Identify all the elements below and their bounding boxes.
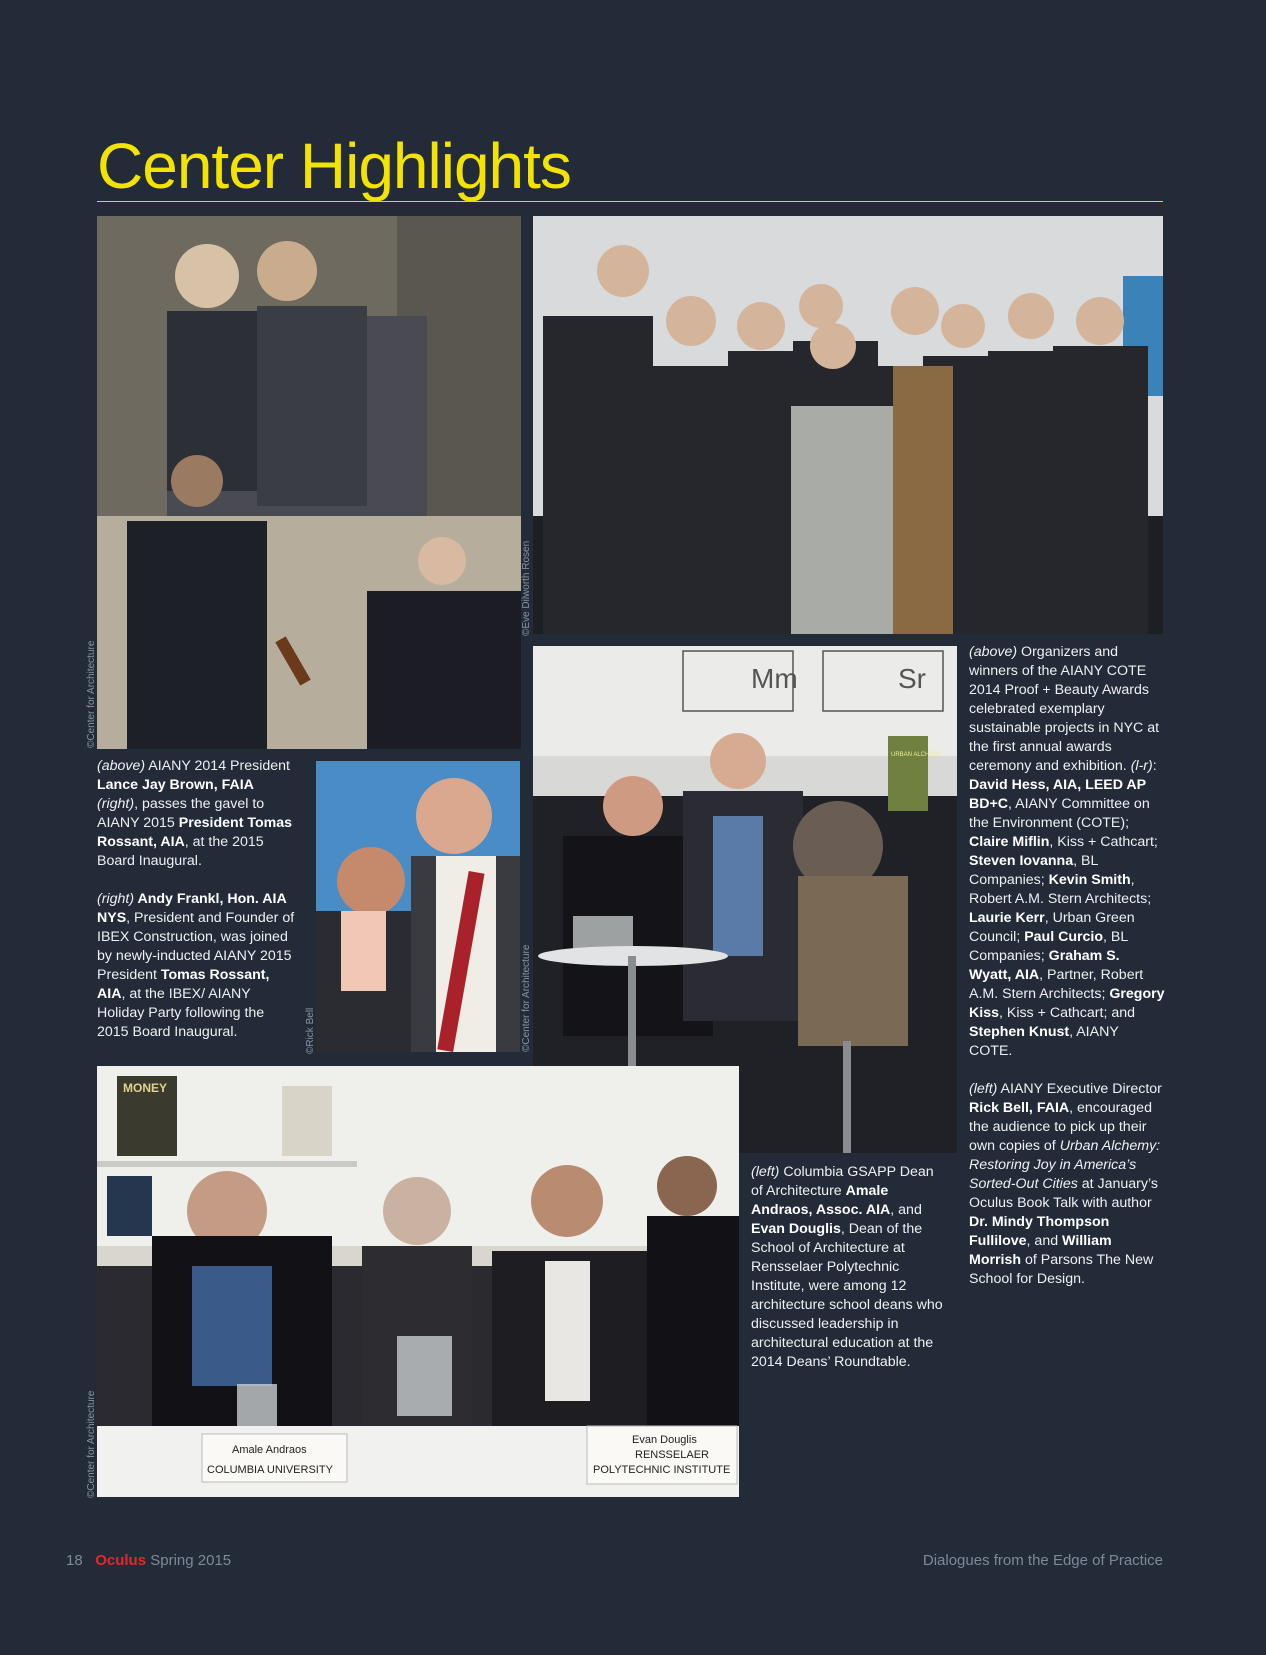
footer-tagline: Dialogues from the Edge of Practice	[922, 1552, 1163, 1569]
title-rule	[97, 201, 1163, 202]
photo-deans-roundtable	[97, 1066, 739, 1497]
caption-deans-name-2: Evan Douglis	[751, 1221, 841, 1237]
caption-gavel-lead-2: (right)	[97, 796, 135, 812]
placard-left-school: COLUMBIA UNIVERSITY	[207, 1464, 333, 1476]
book-cover-title: URBAN ALCHEMY	[891, 752, 943, 758]
board-letters-mm: Mm	[751, 663, 798, 694]
caption-cote-text-10: , Kiss + Cathcart; and	[998, 1005, 1135, 1021]
caption-cote-text-3: , AIANY Committee on the Environment (COTE);	[969, 796, 1150, 831]
board-letters-sr: Sr	[898, 663, 926, 694]
caption-frankl-text-1: , President and Founder of IBEX Construction, was joined by newly-inducted AIANY 2015 President	[97, 910, 295, 983]
caption-cote-name-7: Graham S. Wyatt, AIA	[969, 948, 1120, 983]
publication-name: Oculus	[95, 1552, 147, 1569]
caption-cote-text-5: , BL Companies;	[969, 853, 1098, 888]
caption-frankl-name-1: Andy Frankl, Hon. AIA NYS	[97, 891, 287, 926]
page-title: Center Highlights	[97, 130, 571, 202]
caption-gavel-text-3: , at the 2015 Board Inaugural.	[97, 834, 264, 869]
caption-cote-name-9: Stephen Knust	[969, 1024, 1070, 1040]
caption-deans-name-1: Amale Andraos, Assoc. AIA	[751, 1183, 891, 1218]
caption-gavel	[97, 757, 297, 1061]
caption-cote-text-9: , Partner, Robert A.M. Stern Architects;	[969, 967, 1144, 1002]
caption-cote-name-6: Paul Curcio	[1024, 929, 1104, 945]
caption-bell-name-2: Dr. Mindy Thompson Fullilove	[969, 1214, 1110, 1249]
caption-gavel-name-1: Lance Jay Brown, FAIA	[97, 777, 254, 793]
caption-bell-text-3: at January’s Oculus Book Talk with author	[969, 1176, 1158, 1211]
caption-frankl-text-2: , at the IBEX/ AIANY Holiday Party following the 2015 Board Inaugural.	[97, 986, 265, 1040]
caption-cote-lead: (above)	[969, 644, 1018, 660]
page-number: 18	[66, 1552, 83, 1569]
photo-credit-gavel: ©Center for Architecture	[86, 640, 97, 748]
placard-right-school-1: RENSSELAER	[635, 1449, 709, 1461]
photo-cote-group	[533, 216, 1163, 634]
caption-cote-name-1: David Hess, AIA, LEED AP BD+C	[969, 777, 1146, 812]
caption-deans	[751, 1163, 947, 1391]
issue-label: Spring 2015	[150, 1552, 232, 1569]
caption-cote-text-4: , Kiss + Cathcart;	[1049, 834, 1158, 850]
caption-deans-text-3: , Dean of the School of Architecture at Rensselaer Polytechnic Institute, were among 12 architecture school deans who discussed leadership in architectural education at the 2014 Deans’ Roundtable.	[751, 1221, 943, 1370]
caption-frankl-lead: (right)	[97, 891, 135, 907]
placard-right-name: Evan Douglis	[632, 1434, 697, 1446]
caption-bell-name-3: William Morrish	[969, 1233, 1112, 1268]
photo-credit-group: ©Eve Dilworth Rosen	[521, 540, 532, 636]
caption-cote-text-8: , BL Companies;	[969, 929, 1128, 964]
caption-bell-text-5: of Parsons The New School for Design.	[969, 1252, 1154, 1287]
photo-credit-deans: ©Center for Architecture	[86, 1390, 97, 1498]
caption-bell-text-1: AIANY Executive Director	[997, 1081, 1162, 1097]
caption-bell-text-4: , and	[1026, 1233, 1063, 1249]
caption-cote-and-bell	[969, 643, 1165, 1308]
caption-gavel-lead: (above)	[97, 758, 146, 774]
caption-cote-name-3: Steven Iovanna	[969, 853, 1074, 869]
caption-gavel-name-2: President Tomas Rossant, AIA	[97, 815, 293, 850]
caption-cote-name-8: Gregory Kiss	[969, 986, 1165, 1021]
caption-cote-text-11: , AIANY COTE.	[969, 1024, 1119, 1059]
caption-deans-text-1: Columbia GSAPP Dean of Architecture	[751, 1164, 934, 1199]
caption-bell-name-1: Rick Bell, FAIA	[969, 1100, 1070, 1116]
photo-credit-panel: ©Center for Architecture	[521, 944, 532, 1052]
photo-gavel-handoff	[97, 216, 521, 749]
caption-cote-name-4: Kevin Smith	[1048, 872, 1131, 888]
caption-cote-name-2: Claire Miflin	[969, 834, 1050, 850]
caption-cote-text-2: :	[1152, 758, 1157, 774]
photo-frankl-rossant	[316, 761, 520, 1052]
photo-credit-frankl: ©Rick Bell	[305, 1007, 316, 1054]
caption-cote-lead-2: (l-r)	[1130, 758, 1153, 774]
caption-bell-lead: (left)	[969, 1081, 998, 1097]
caption-cote-name-5: Laurie Kerr	[969, 910, 1045, 926]
caption-cote-text-1: Organizers and winners of the AIANY COTE 2014 Proof + Beauty Awards celebrated exemplary sustainable projects in NYC at the first annual awards ceremony and exhibition.	[969, 644, 1160, 774]
caption-bell-book-title: Urban Alchemy: Restoring Joy in America’s Sorted-Out Cities	[969, 1138, 1161, 1192]
caption-gavel-text-2: , passes the gavel to AIANY 2015	[97, 796, 265, 831]
placard-left-name: Amale Andraos	[232, 1444, 307, 1456]
shelf-book-title: MONEY	[123, 1081, 168, 1095]
caption-deans-text-2: , and	[890, 1202, 922, 1218]
placard-right-school-2: POLYTECHNIC INSTITUTE	[593, 1464, 731, 1476]
caption-cote-text-6: , Robert A.M. Stern Architects;	[969, 872, 1152, 907]
footer-left	[66, 1552, 231, 1569]
caption-cote-text-7: , Urban Green Council;	[969, 910, 1135, 945]
caption-gavel-text-1: AIANY 2014 President	[145, 758, 290, 774]
caption-deans-lead: (left)	[751, 1164, 780, 1180]
caption-bell-text-2: , encouraged the audience to pick up their own copies of	[969, 1100, 1152, 1154]
caption-frankl-name-2: Tomas Rossant, AIA	[97, 967, 270, 1002]
